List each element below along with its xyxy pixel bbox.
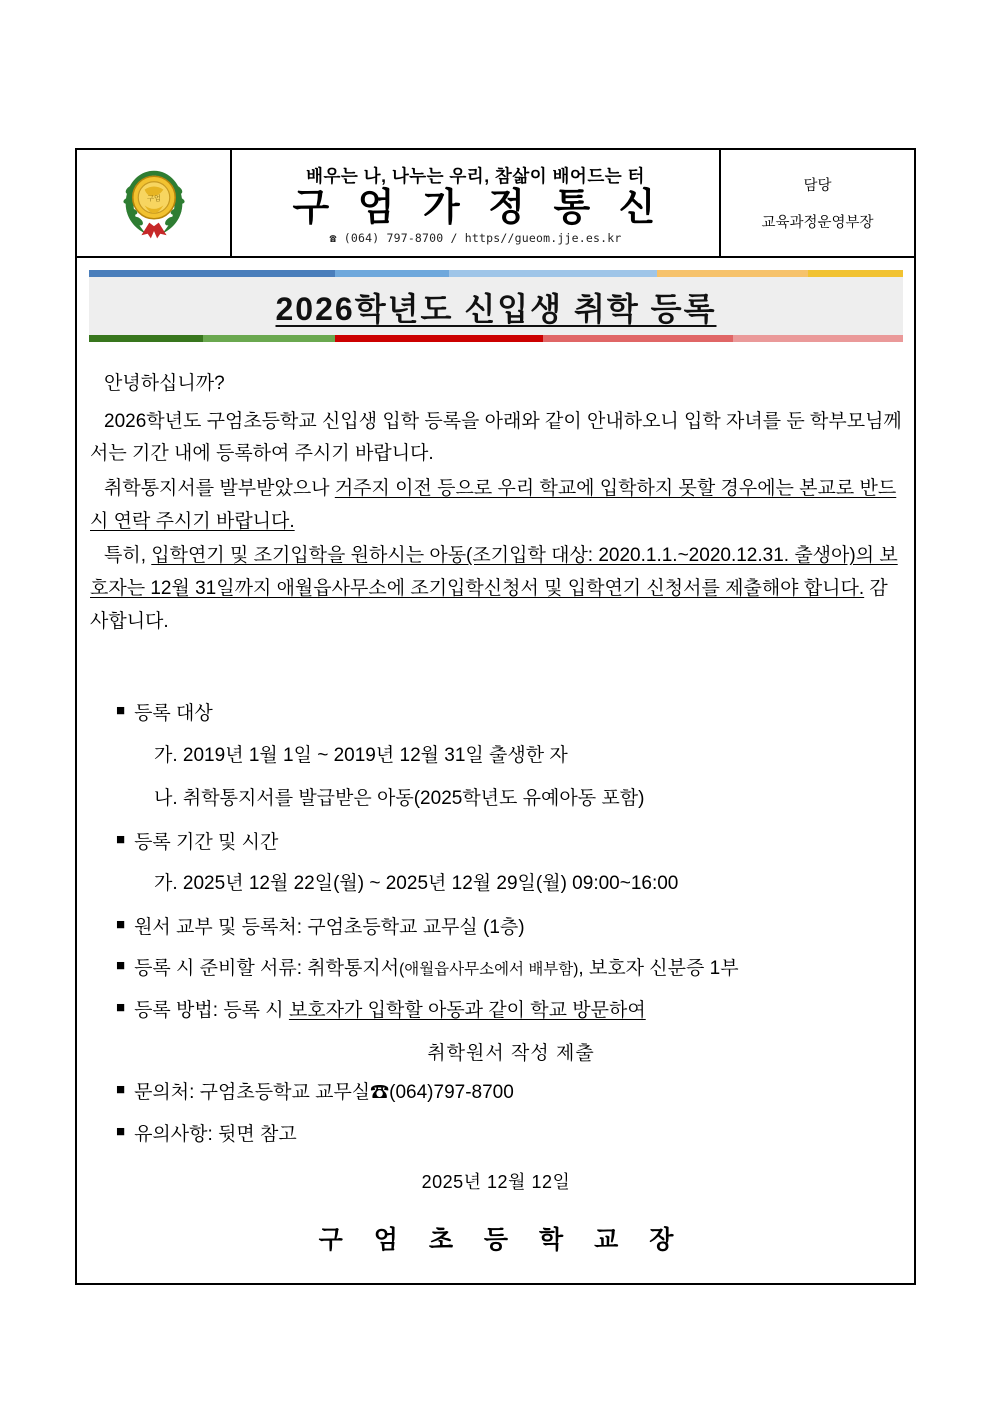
- school-emblem-cell: [77, 150, 232, 256]
- square-bullet-icon: ■: [116, 1122, 126, 1140]
- list-item: [90, 955, 902, 983]
- paragraph-1: 2026학년도 구엄초등학교 신입생 입학 등록을 아래와 같이 안내하오니 입학 자녀를 둔 학부모님께서는 기간 내에 등록하여 주시기 바랍니다.: [90, 410, 902, 465]
- banner-bottom-bar: [89, 335, 903, 342]
- list-item: [90, 997, 902, 1025]
- list-item: [90, 785, 902, 813]
- list-item-label-tail: , 보호자 신분증 1부: [578, 958, 739, 980]
- greeting-line: 안녕하십니까?: [104, 373, 225, 394]
- list-item: [90, 1079, 902, 1107]
- newsletter-title: 구 엄 가 정 통 신: [292, 187, 665, 230]
- school-slogan: 배우는 나, 나누는 우리, 참삶이 배어드는 터: [306, 166, 645, 187]
- paragraph-3: [90, 540, 902, 638]
- square-bullet-icon: ■: [116, 957, 126, 975]
- list-item: [90, 742, 902, 770]
- approval-role: 교육과정운영부장: [761, 215, 874, 231]
- sub-item-mark: 가.: [154, 873, 178, 895]
- list-item-label: 유의사항: 뒷면 참고: [134, 1123, 297, 1145]
- paragraph-3-plain: 특히,: [104, 545, 152, 567]
- list-item-label: 원서 교부 및 등록처: 구엄초등학교 교무실 (1층): [134, 916, 525, 938]
- list-item: [90, 1121, 902, 1149]
- paragraph-2-underline: 거주지 이전 등으로 우리 학교에 입학하지 못할 경우에는 본교로 반드시 연락 주시기 바랍니다.: [90, 478, 897, 532]
- issue-date: 2025년 12월 12일: [421, 1172, 571, 1193]
- list-item: [90, 700, 902, 728]
- intro-paragraphs: [90, 368, 902, 640]
- square-bullet-icon: ■: [116, 998, 126, 1016]
- list-item-label-underline: 보호자가 입학할 아동과 같이 학교 방문하여: [288, 999, 646, 1021]
- title-banner: [89, 270, 903, 342]
- list-item-label: 등록 기간 및 시간: [134, 831, 279, 853]
- letterhead-center: [232, 150, 721, 256]
- paragraph-3-underline: 입학연기 및 조기입학을 원하시는 아동(조기입학 대상: 2020.1.1.~2020.12.31. 출생아)의 보호자는 12월 31일까지 애월읍사무소에 조기입학신청서 및 입학연기 신청서를 제출해야 합니다.: [90, 545, 898, 600]
- school-emblem-icon: [114, 166, 194, 240]
- list-item: [90, 914, 902, 942]
- list-item-centered-note: 취학원서 작성 제출: [427, 1043, 595, 1065]
- signature-line: 구 엄 초 등 학 교 장: [318, 1226, 686, 1255]
- square-bullet-icon: ■: [116, 830, 126, 848]
- page-title: 2026학년도 신입생 취학 등록: [275, 291, 717, 327]
- list-item-label: [134, 997, 646, 1025]
- approval-label: 담당: [803, 178, 832, 194]
- list-item-note: (애월읍사무소에서 배부함): [399, 961, 579, 979]
- list-item-label-pre: 등록 방법: 등록 시: [134, 999, 289, 1021]
- banner-top-bar: [89, 270, 903, 277]
- school-contact: ☎ (064) 797-8700 / https//gueom.jje.es.kr: [329, 230, 622, 245]
- list-item-label: 등록 대상: [134, 703, 213, 724]
- list-item-label-main: 등록 시 준비할 서류: 취학통지서: [134, 958, 400, 980]
- paragraph-3-tail: 감사합니다.: [90, 578, 888, 632]
- square-bullet-icon: ■: [116, 702, 126, 719]
- sub-item-label: 2025년 12월 22일(월) ~ 2025년 12월 29일(월) 09:00~16:00: [182, 873, 679, 895]
- details-list: [90, 700, 902, 1256]
- sub-item-mark: 나.: [154, 788, 178, 810]
- sub-item-label: 취학통지서를 발급받은 아동(2025학년도 유예아동 포함): [182, 788, 645, 810]
- list-item: [90, 829, 902, 857]
- sub-item-mark: 가.: [154, 744, 178, 766]
- list-item-label: [134, 955, 739, 983]
- emblem-text: 구엄: [146, 194, 161, 203]
- paragraph-2: [90, 473, 902, 538]
- sub-item-label: 2019년 1월 1일 ~ 2019년 12월 31일 출생한 자: [182, 744, 568, 766]
- list-item-label: 문의처: 구엄초등학교 교무실☎(064)797-8700: [134, 1082, 514, 1104]
- square-bullet-icon: ■: [116, 915, 126, 933]
- square-bullet-icon: ■: [116, 1081, 126, 1099]
- letterhead: [75, 148, 916, 258]
- paragraph-2-plain: 취학통지서를 발부받았으나: [104, 478, 335, 500]
- list-item: [90, 870, 902, 898]
- approval-box: [721, 150, 914, 256]
